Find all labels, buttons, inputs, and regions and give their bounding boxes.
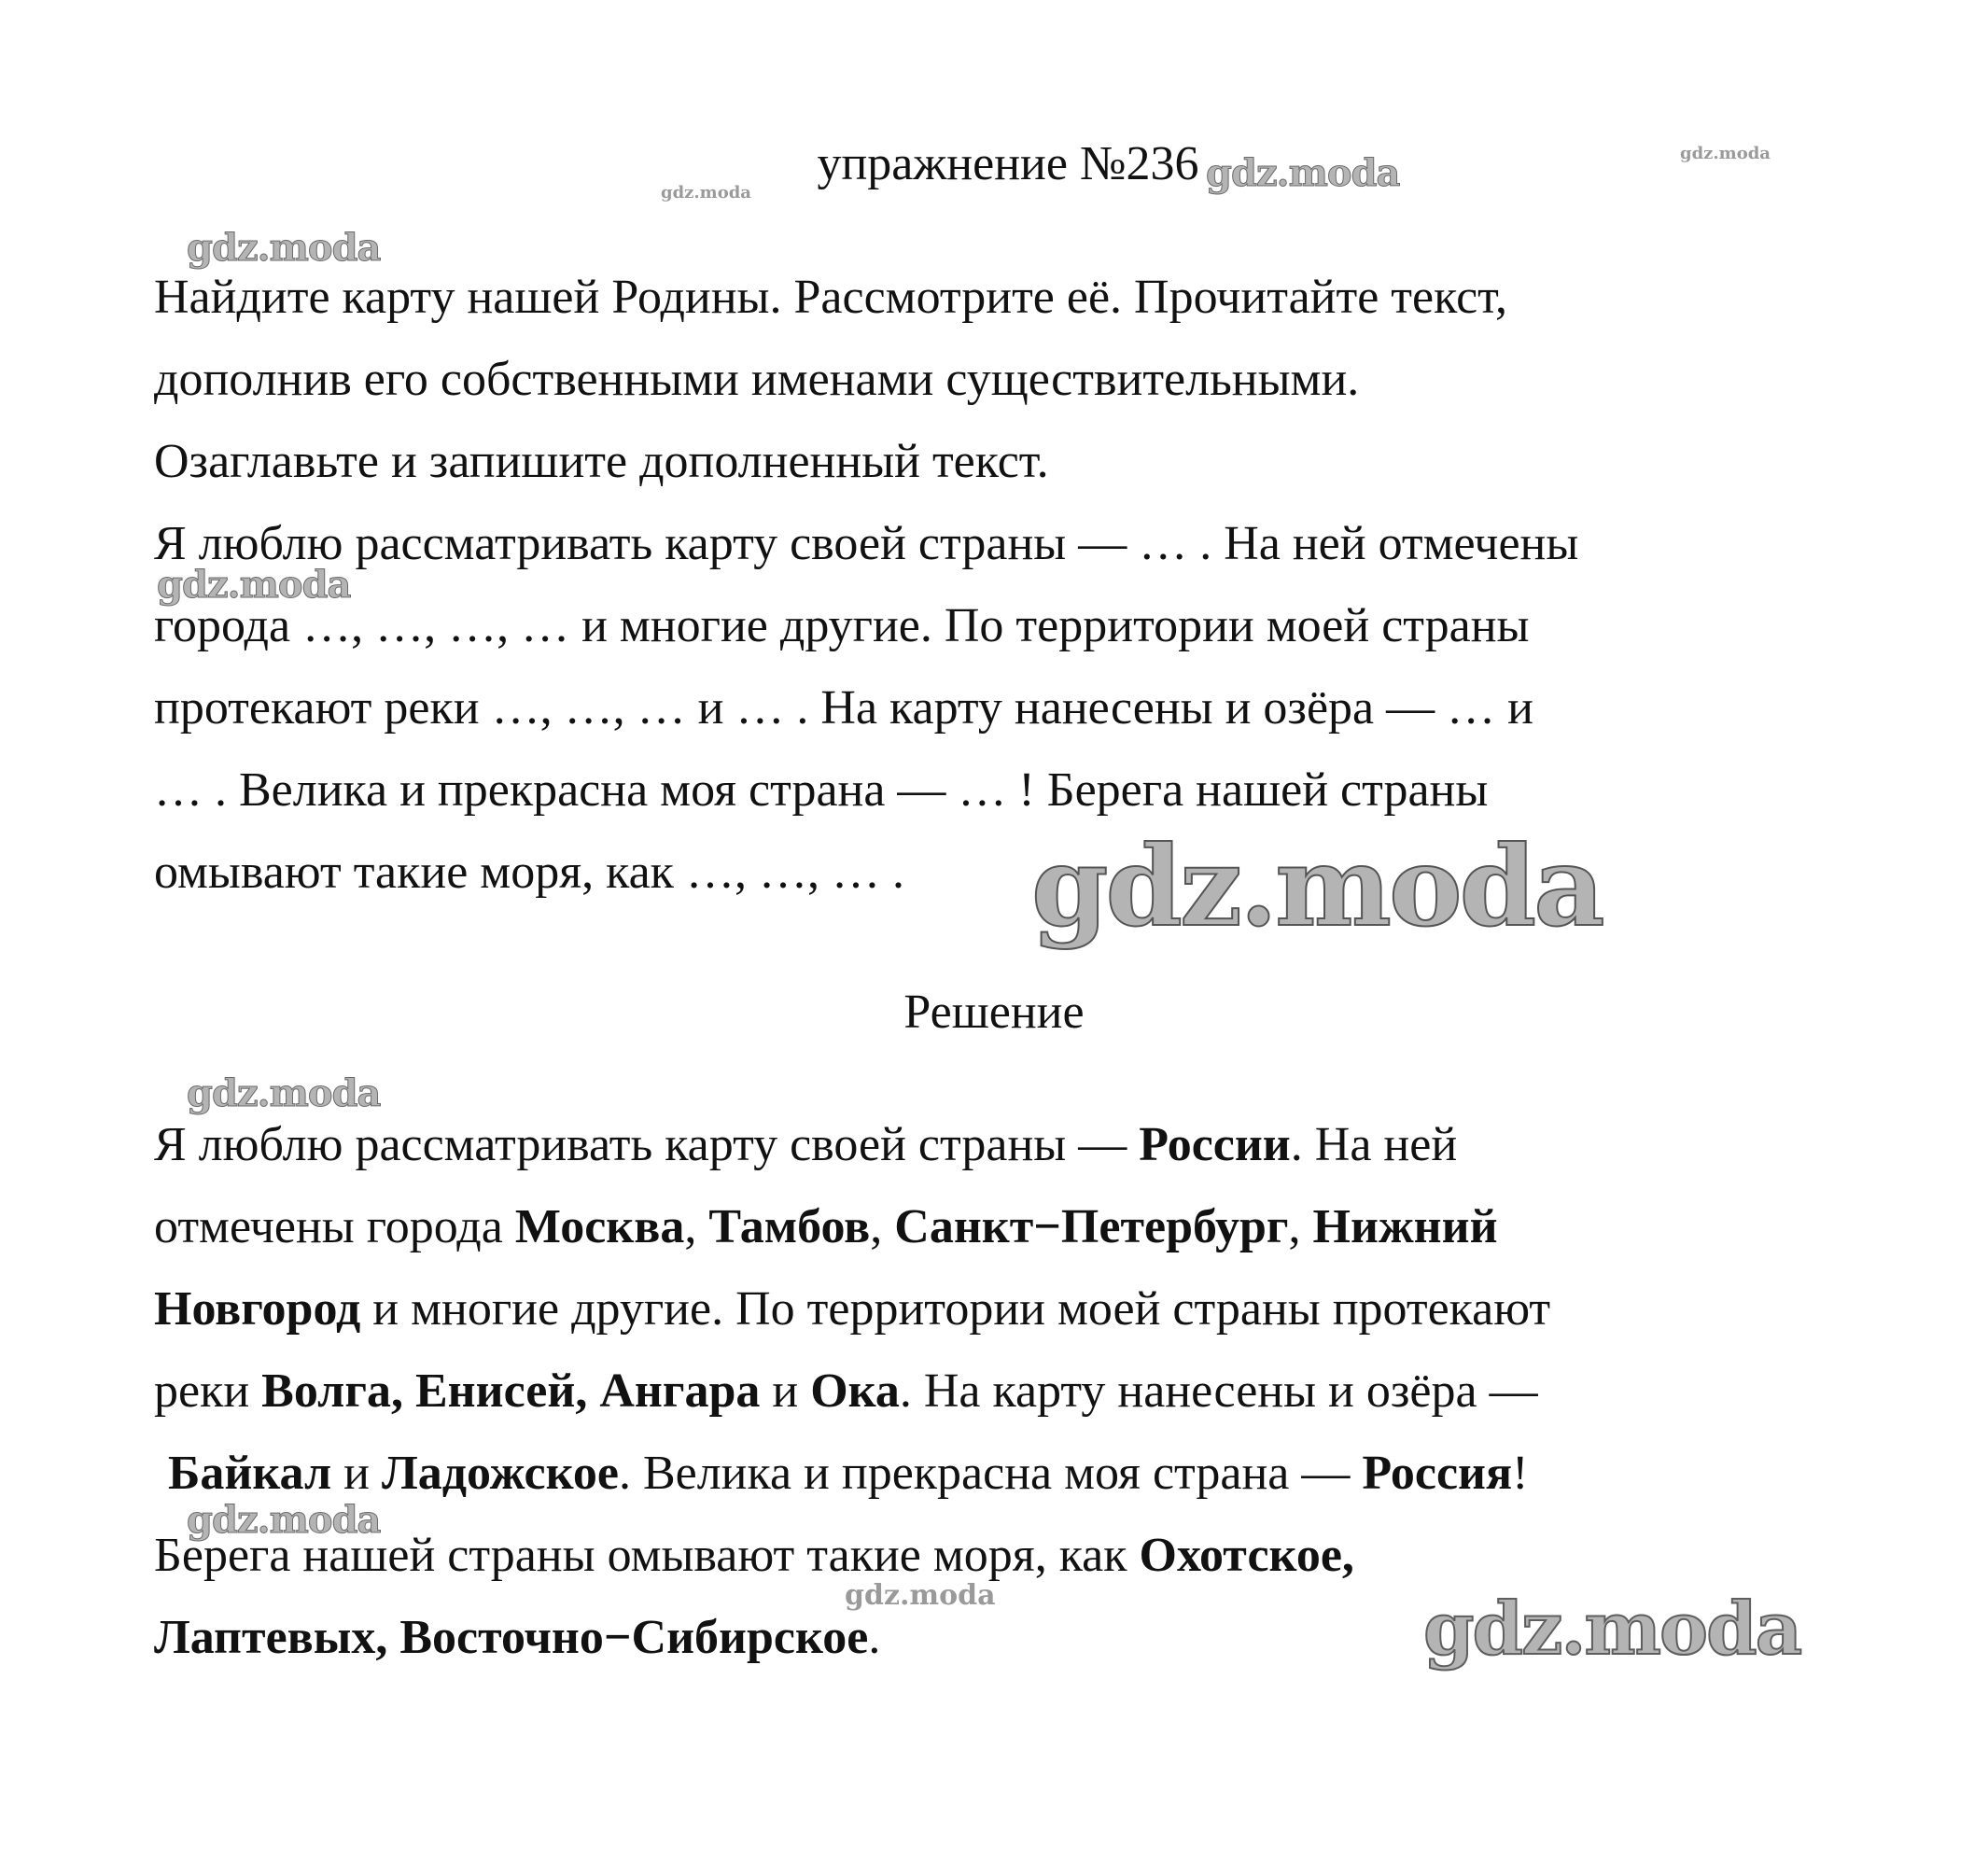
solution-text: . На карту нанесены и озёра — xyxy=(899,1364,1538,1418)
solution-line xyxy=(154,1528,1354,1584)
watermark: gdz.moda xyxy=(187,1071,381,1115)
solution-text: , xyxy=(870,1200,895,1253)
solution-line xyxy=(154,1281,1550,1337)
solution-text: , xyxy=(684,1200,709,1253)
solution-text: реки xyxy=(154,1364,262,1418)
task-line: города …, …, …, … и многие другие. По территории моей страны xyxy=(154,599,1530,652)
solution-heading: Решение xyxy=(903,986,1085,1039)
task-line: Я люблю рассматривать карту своей страны — … . На ней отмечены xyxy=(154,517,1579,570)
solution-answer: Тамбов xyxy=(708,1200,871,1253)
solution-text: отмечены города xyxy=(154,1200,515,1253)
solution-line xyxy=(154,1364,1538,1420)
solution-answer: Волга, Енисей, Ангара xyxy=(261,1364,761,1418)
solution-text: Я люблю рассматривать карту своей страны — xyxy=(154,1118,1140,1171)
task-line: Озаглавьте и запишите дополненный текст. xyxy=(154,435,1049,488)
solution-answer: России xyxy=(1139,1118,1291,1171)
solution-text: Берега нашей страны омывают такие моря, как xyxy=(154,1529,1140,1582)
solution-answer: Охотское, xyxy=(1139,1529,1354,1582)
solution-text: . xyxy=(868,1611,881,1664)
task-line: Найдите карту нашей Родины. Рассмотрите её. Прочитайте текст, xyxy=(154,271,1507,324)
solution-text: , xyxy=(1288,1200,1313,1253)
solution-line xyxy=(154,1610,880,1666)
solution-text: . Велика и прекрасна моя страна — xyxy=(618,1447,1363,1500)
task-line: протекают реки …, …, … и … . На карту нанесены и озёра — … и xyxy=(154,681,1533,735)
solution-text: и xyxy=(760,1364,811,1418)
solution-answer: Москва xyxy=(514,1200,685,1253)
solution-text: и xyxy=(331,1447,382,1500)
watermark: gdz.moda xyxy=(187,226,381,270)
solution-answer: Санкт−Петербург xyxy=(894,1200,1289,1253)
solution-answer: Ладожское xyxy=(381,1447,619,1500)
watermark: gdz.moda xyxy=(1031,821,1603,951)
solution-line xyxy=(154,1199,1498,1255)
watermark: gdz.moda xyxy=(187,1498,381,1542)
task-line: … . Велика и прекрасна моя страна — … ! Берега нашей страны xyxy=(154,763,1489,817)
solution-answer: Новгород xyxy=(154,1282,361,1336)
task-line: омывают такие моря, как …, …, … . xyxy=(154,846,904,899)
watermark: gdz.moda xyxy=(1206,151,1400,195)
solution-text: . На ней xyxy=(1290,1118,1458,1171)
solution-answer: Ока xyxy=(810,1364,900,1418)
solution-answer: Россия xyxy=(1362,1447,1513,1500)
watermark: gdz.moda xyxy=(157,563,351,607)
task-line: дополнив его собственными именами существительными. xyxy=(154,353,1360,406)
watermark: gdz.moda xyxy=(1423,1587,1801,1672)
solution-text: и многие другие. По территории моей страны протекают xyxy=(360,1282,1551,1336)
watermark: gdz.moda xyxy=(845,1579,996,1612)
solution-text: ! xyxy=(1512,1447,1529,1500)
solution-line xyxy=(154,1117,1457,1173)
solution-line xyxy=(168,1446,1528,1502)
exercise-title-text: упражнение №236 xyxy=(817,137,1199,190)
exercise-title xyxy=(0,136,1988,192)
solution-answer: Нижний xyxy=(1312,1200,1498,1253)
watermark: gdz.moda xyxy=(1680,144,1771,163)
solution-answer: Байкал xyxy=(168,1447,332,1500)
solution-answer: Лаптевых, Восточно−Сибирское xyxy=(154,1611,869,1664)
watermark: gdz.moda xyxy=(661,183,751,203)
